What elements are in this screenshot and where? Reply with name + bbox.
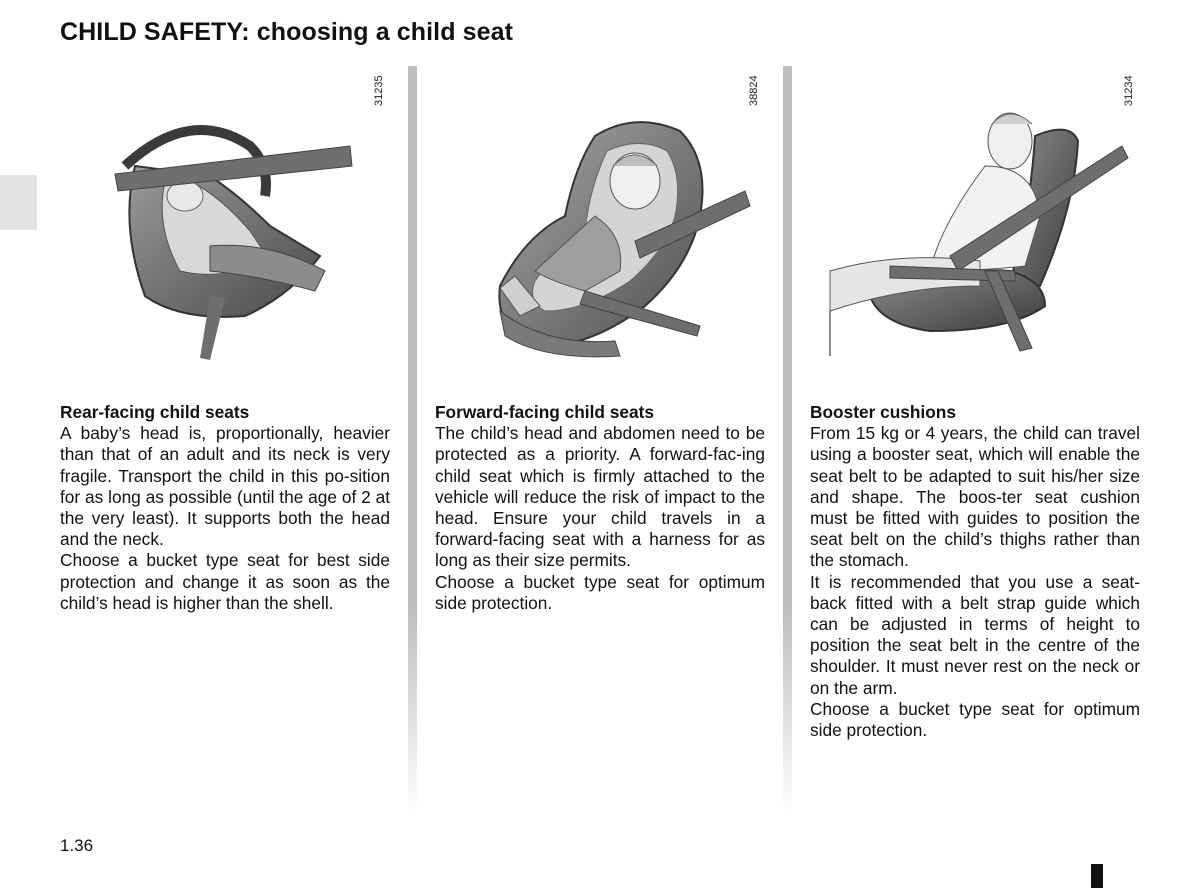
section-paragraph: A baby’s head is, proportionally, heavier than that of an adult and its neck is very fragile. Transport the child in this po-sition for as long as possible (until the age of 2 at the very least). It supports both the head and the neck.: [60, 423, 390, 550]
page-number: 1.36: [60, 836, 94, 855]
section-rear-facing: [60, 66, 390, 613]
figure-reference-code: 31234: [1123, 75, 1135, 106]
column-divider-1: [408, 66, 417, 816]
rear-facing-seat-drawing: [60, 66, 390, 366]
section-heading: Forward-facing child seats: [435, 402, 654, 422]
section-forward-facing: [435, 66, 765, 613]
figure-reference-code: 38824: [748, 75, 760, 106]
section-booster-cushion: [810, 66, 1140, 741]
section-paragraph: It is recommended that you use a seat-back fitted with a belt strap guide which can be adjusted in terms of height to position the seat belt in the centre of the shoulder. It must never rest on the neck or on the arm.: [810, 571, 1140, 698]
section-paragraph: Choose a bucket type seat for optimum side protection.: [435, 571, 765, 613]
booster-cushion-text: [810, 402, 1140, 741]
rear-facing-text: [60, 402, 390, 614]
forward-facing-seat-drawing: [435, 66, 765, 366]
page-edge-marker: [1091, 864, 1103, 888]
column-divider-2: [783, 66, 792, 816]
forward-facing-text: [435, 402, 765, 614]
booster-cushion-illustration: [810, 66, 1140, 366]
section-heading: Booster cushions: [810, 402, 956, 422]
section-paragraph: The child’s head and abdomen need to be protected as a priority. A forward-fac-ing child seat which is firmly attached to the vehicle will reduce the risk of impact to the head. Ensure your child travels in a forward-facing seat with a harness for as long as their size permits.: [435, 423, 765, 571]
section-heading: Rear-facing child seats: [60, 402, 250, 422]
section-paragraph: Choose a bucket type seat for best side protection and change it as soon as the child’s head is higher than the shell.: [60, 550, 390, 613]
figure-reference-code: 31235: [373, 75, 385, 106]
section-paragraph: Choose a bucket type seat for optimum side protection.: [810, 698, 1140, 741]
section-paragraph: From 15 kg or 4 years, the child can travel using a booster seat, which will enable the seat belt to be adapted to suit his/her size and shape. The boos-ter seat cushion must be fitted with guides to position the seat belt on the child’s thighs rather than the stomach.: [810, 423, 1140, 571]
booster-cushion-drawing: [810, 66, 1140, 366]
page-title: CHILD SAFETY: choosing a child seat: [60, 18, 514, 46]
section-tab-marker: [0, 175, 37, 230]
rear-facing-seat-illustration: [60, 66, 390, 366]
forward-facing-seat-illustration: [435, 66, 765, 366]
